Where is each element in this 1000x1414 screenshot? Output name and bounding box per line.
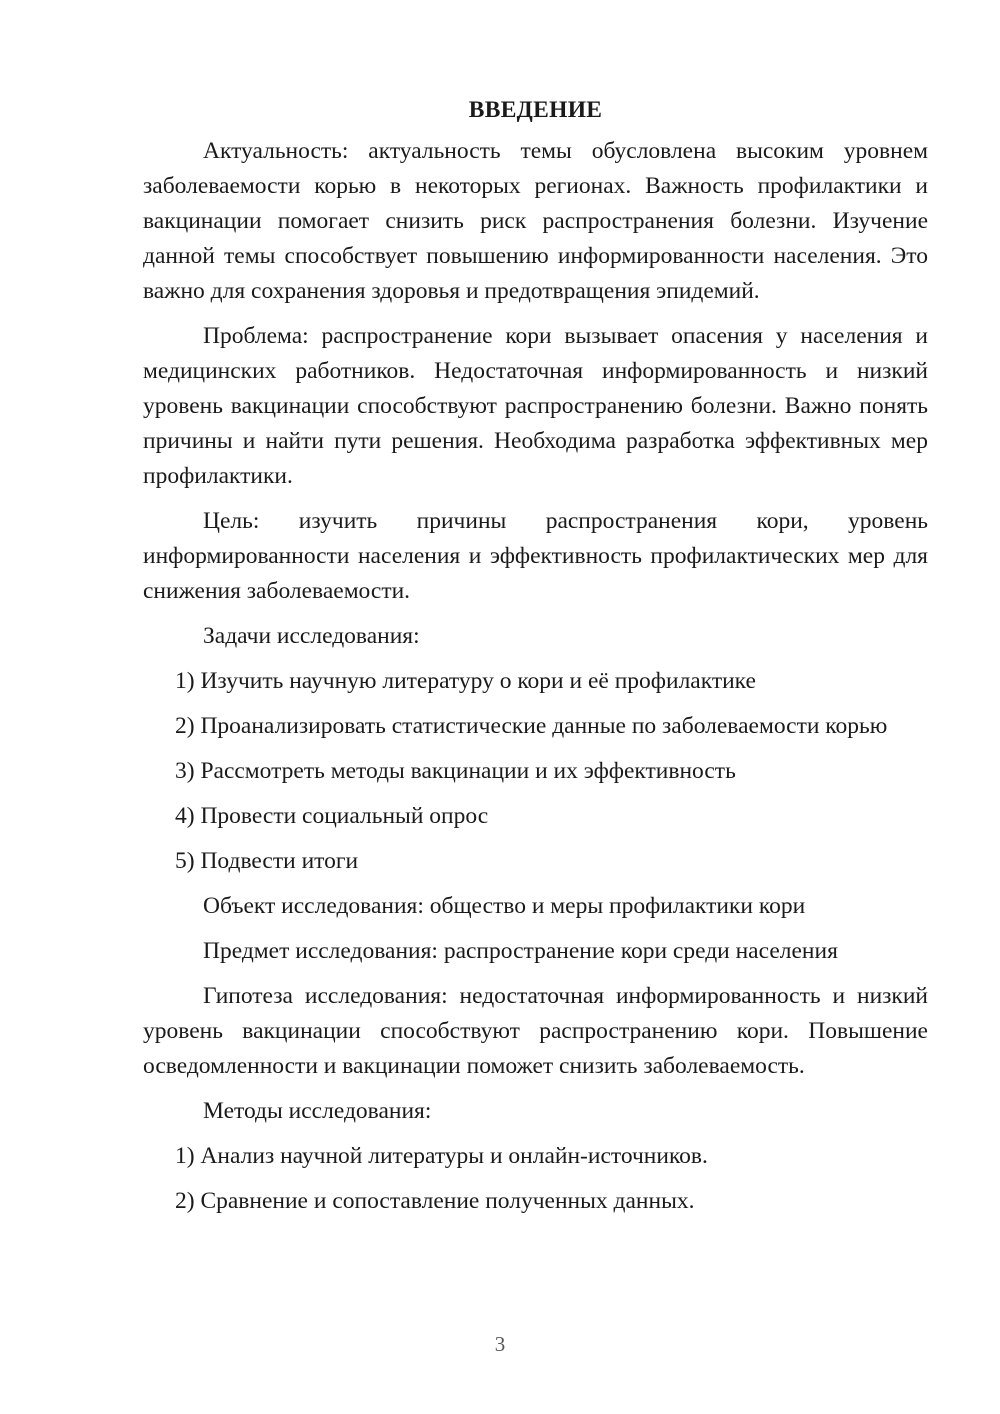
subject-line: Предмет исследования: распространение кори среди населения [203,938,838,964]
page-number: 3 [494,1332,506,1356]
task-item-3: 3) Рассмотреть методы вакцинации и их эффективность [175,758,736,784]
page-title: ВВЕДЕНИЕ [468,97,603,123]
methods-heading: Методы исследования: [203,1098,432,1124]
goal-paragraph: Цель: изучить причины распространения кори, уровень информированности населения и эффективность профилактических мер для снижения заболеваемости. [143,508,928,604]
task-item-2: 2) Проанализировать статистические данные по заболеваемости корью [175,713,888,739]
relevance-paragraph: Актуальность: актуальность темы обусловлена высоким уровнем заболеваемости корью в некоторых регионах. Важность профилактики и вакцинации помогает снизить риск распространения болезни. Изучение данной темы способствует повышению информированности населения. Это важно для сохранения здоровья и предотвращения эпидемий. [143,138,928,304]
task-item-5: 5) Подвести итоги [175,848,359,874]
method-item-2: 2) Сравнение и сопоставление полученных данных. [175,1188,695,1214]
problem-paragraph: Проблема: распространение кори вызывает опасения у населения и медицинских работников. Недостаточная информированность и низкий уровень вакцинации способствуют распространению болезни. Важно понять причины и найти пути решения. Необходима разработка эффективных мер профилактики. [143,323,928,489]
page-content [143,92,928,1229]
tasks-heading: Задачи исследования: [203,623,420,649]
task-item-4: 4) Провести социальный опрос [175,803,489,829]
hypothesis-paragraph: Гипотеза исследования: недостаточная информированность и низкий уровень вакцинации способствуют распространению кори. Повышение осведомленности и вакцинации поможет снизить заболеваемость. [143,983,928,1079]
task-item-1: 1) Изучить научную литературу о кори и её профилактике [175,668,756,694]
object-line: Объект исследования: общество и меры профилактики кори [203,893,806,919]
method-item-1: 1) Анализ научной литературы и онлайн-источников. [175,1143,708,1169]
